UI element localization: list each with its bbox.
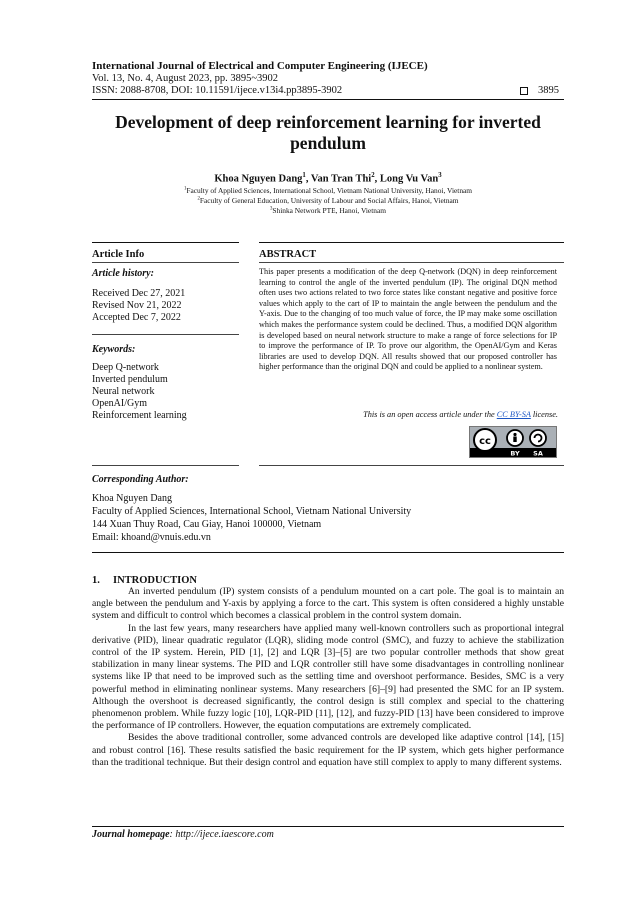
history-date: Received Dec 27, 2021 <box>92 288 186 299</box>
keyword-item: Neural network <box>92 386 155 397</box>
article-history-list <box>92 288 185 324</box>
intro-body <box>92 586 564 769</box>
volume-info: Vol. 13, No. 4, August 2023, pp. 3895~3902 <box>92 73 279 84</box>
paper-title: Development of deep reinforcement learning for inverted pendulum <box>115 112 541 153</box>
square-bullet-icon <box>520 87 528 95</box>
corresponding-heading: Corresponding Author: <box>92 474 189 485</box>
affiliation: $^2$Faculty of General Education, University of Labour and Social Affairs, Hanoi, Vietnam <box>197 196 459 205</box>
abstract-text: This paper presents a modification of the deep Q-network (DQN) in deep reinforcement learning to control the angle of the inverted pendulum (IP). The original DQN method often uses two actions related to two force states like constant negative and positive force values which apply to the cart of IP to maintain the angle between the pendulum and the Y-axis. Due to the changing of too much value of force, the IP may make some oscillation which makes the performance system could be declined. Thus, a modified DQN algorithm is developed based on neural network structure to make a range of force selections for IP to improve the performance of IP. To prove our algorithm, the OpenAI/Gym and Keras libraries are used to develop DQN. All results showed that our proposed controller has higher performance than the original DQN and could be applied to a nonlinear system. <box>259 267 557 372</box>
article-info-top-rule <box>92 242 239 243</box>
article-info-heading: Article Info <box>92 249 145 260</box>
corresponding-bottom-rule <box>92 552 564 553</box>
abstract-bottom-rule <box>259 465 564 466</box>
author-name: Khoa Nguyen Dang <box>214 173 303 185</box>
corresponding-details <box>92 492 411 544</box>
cc-by-sa-badge <box>469 426 557 458</box>
history-rule <box>92 334 239 335</box>
corresponding-name: Khoa Nguyen Dang <box>92 493 172 504</box>
corresponding-address: 144 Xuan Thuy Road, Cau Giay, Hanoi 100000, Vietnam <box>92 519 322 530</box>
abstract-heading-rule <box>259 262 564 263</box>
paragraph: An inverted pendulum (IP) system consists of a pendulum mounted on a cart pole. The goal is to maintain an angle between the pendulum and Y-axis by applying a force to the cart. This system is often considered a highly unstable system and difficult to control which becomes a classical problem in the control system domain. <box>92 586 564 622</box>
author-list: Khoa Nguyen Dang$^1$, Van Tran Thi$^2$, Long Vu Van$^3$ <box>214 172 442 185</box>
corresponding-email: Email: khoand@vnuis.edu.vn <box>92 532 211 543</box>
keyword-item: Deep Q-network <box>92 362 159 373</box>
corresponding-affiliation: Faculty of Applied Sciences, International School, Vietnam National University <box>92 506 412 517</box>
paragraph: Besides the above traditional controller, some advanced controls are developed like adaptive control [14], [15] and robust control [16]. These results satisfied the basic requirement for the IP system, which gets higher performance than the traditional technique. But their design control and equation have still complex to apply to many different systems. <box>92 732 564 768</box>
by-label: BY <box>510 449 520 457</box>
keywords-heading: Keywords: <box>92 344 136 355</box>
keyword-item: Inverted pendulum <box>92 374 168 385</box>
keyword-item: OpenAI/Gym <box>92 398 147 409</box>
article-info-bottom-rule <box>92 465 239 466</box>
affiliation: $^3$Shinka Network PTE, Hanoi, Vietnam <box>270 206 386 215</box>
header-divider <box>92 99 564 100</box>
history-date: Accepted Dec 7, 2022 <box>92 312 181 323</box>
paragraph: In the last few years, many researchers have applied many well-known controllers such as proportional integral derivative (PID), linear quadratic regulator (LQR), sliding mode control (SMC), and fuzzy to achieve the stabilization control of the IP system. Herein, PID [1], [2] and LQR [3]–[5] are two popular controller methods that show great stabilization in many linear systems. The PID and LQR controller still have some disadvantages in controlling nonlinear systems like IP that need to be improved such as the settling time and overshoot performance. Besides, SMC is a very powerful method in eliminating nonlinear systems. Many researchers [6]–[9] had presented the SMC for an IP system. Although the overshoot is decreased significantly, the control design is still complex and special to the chattering phenomenon problem. While fuzzy logic [10], LQR-PID [11], [12], and fuzzy-PID [13] have been considered to improve the performance of IP controllers. However, the equation computations are extremely complicated. <box>92 622 564 732</box>
history-date: Revised Nov 21, 2022 <box>92 300 182 311</box>
journal-homepage: Journal homepage: http://ijece.iaescore.com <box>92 829 274 840</box>
keyword-item: Reinforcement learning <box>92 410 187 421</box>
abstract-top-rule <box>259 242 564 243</box>
abstract-heading: ABSTRACT <box>259 249 317 260</box>
sa-label: SA <box>533 449 543 457</box>
cc-logo-text: cc <box>479 436 491 447</box>
footer-rule <box>92 826 564 827</box>
page-number: 3895 <box>538 85 559 96</box>
issn-doi: ISSN: 2088-8708, DOI: 10.11591/ijece.v13i4.pp3895-3902 <box>92 85 343 96</box>
article-info-heading-rule <box>92 262 239 263</box>
article-history-heading: Article history: <box>92 268 154 279</box>
homepage-link[interactable]: http://ijece.iaescore.com <box>175 829 274 840</box>
keyword-list <box>92 362 187 422</box>
section-heading: 1. INTRODUCTION <box>92 575 198 586</box>
author-name: Long Vu Van <box>379 173 439 185</box>
affiliation: $^1$Faculty of Applied Sciences, International School, Vietnam National University, Hanoi, Vietnam <box>183 186 473 195</box>
sa-icon <box>530 430 546 446</box>
page-indicator <box>520 85 559 96</box>
license-note: This is an open access article under the CC BY-SA license. <box>363 410 558 419</box>
author-name: Van Tran Thi <box>310 173 372 185</box>
cc-by-sa-link[interactable]: CC BY-SA <box>496 410 531 419</box>
journal-name: International Journal of Electrical and Computer Engineering (IJECE) <box>92 60 428 72</box>
